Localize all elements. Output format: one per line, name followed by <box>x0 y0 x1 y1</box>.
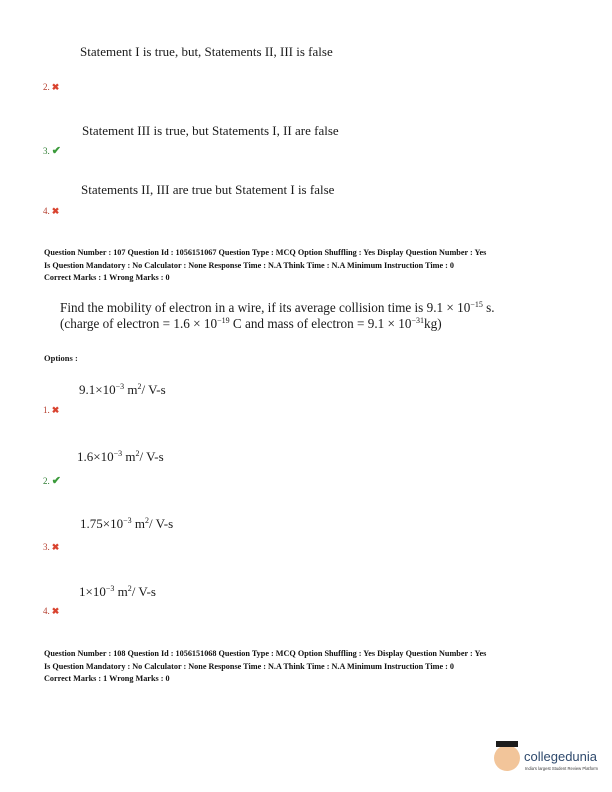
question-text: C and mass of electron = 9.1 × 10 <box>229 316 412 331</box>
graduation-cap-icon <box>496 741 518 747</box>
option-base: 1.75×10 <box>80 516 124 531</box>
option-base: 9.1×10 <box>79 382 116 397</box>
exponent: 2 <box>127 584 132 593</box>
exponent: 2 <box>137 382 142 391</box>
question-line-1 <box>60 300 495 316</box>
option-number-label: 2. <box>43 476 50 486</box>
exponent: −19 <box>217 316 230 325</box>
option-number-label: 3. <box>43 542 50 552</box>
option-number-2 <box>43 474 61 487</box>
meta-line: Is Question Mandatory : No Calculator : None Response Time : N.A Think Time : N.A Minimum Instruction Time : 0 <box>44 260 455 270</box>
meta-line: Correct Marks : 1 Wrong Marks : 0 <box>44 273 170 282</box>
option-number-label: 4. <box>43 206 50 216</box>
cross-icon: ✖ <box>51 405 60 415</box>
question-meta-108 <box>44 648 486 686</box>
option-number-3 <box>43 144 61 157</box>
exponent: −3 <box>123 516 132 525</box>
option-number-3 <box>43 542 59 553</box>
logo-brand: collegedunia <box>524 749 598 764</box>
option-number-label: 2. <box>43 82 50 92</box>
question-text-107 <box>60 300 495 332</box>
meta-line: Is Question Mandatory : No Calculator : None Response Time : N.A Think Time : N.A Minimum Instruction Time : 0 <box>44 661 455 671</box>
exponent: 2 <box>144 516 149 525</box>
collegedunia-logo <box>494 745 606 777</box>
option-number-label: 4. <box>43 606 50 616</box>
option-unit: / V-s <box>148 516 174 531</box>
question-line-2 <box>60 316 495 332</box>
mascot-face-icon <box>494 745 520 771</box>
question-meta-107 <box>44 247 486 285</box>
option-value-2 <box>77 449 164 465</box>
exponent: −3 <box>105 584 115 593</box>
question-text: s. <box>482 300 495 315</box>
option-base: 1×10 <box>79 584 106 599</box>
option-unit: m <box>124 382 138 397</box>
meta-line: Question Number : 107 Question Id : 1056151067 Question Type : MCQ Option Shuffling : Yes Display Question Number : Yes <box>44 248 487 257</box>
exponent: −3 <box>113 449 123 458</box>
cross-icon: ✖ <box>51 542 60 552</box>
option-number-4 <box>43 606 59 617</box>
statement-option-1: Statement I is true, but, Statements II, III is false <box>80 44 333 59</box>
option-unit: m <box>122 449 136 464</box>
cross-icon: ✖ <box>51 82 60 92</box>
option-value-3 <box>80 516 173 532</box>
statement-option-3: Statements II, III are true but Statement I is false <box>81 182 335 197</box>
option-unit: m <box>131 516 145 531</box>
option-value-4 <box>79 584 156 600</box>
cross-icon: ✖ <box>51 206 60 216</box>
meta-line: Correct Marks : 1 Wrong Marks : 0 <box>44 674 170 683</box>
cross-icon: ✖ <box>51 606 60 616</box>
statement-option-2: Statement III is true, but Statements I, II are false <box>82 123 339 138</box>
option-value-1 <box>79 382 166 398</box>
option-unit: / V-s <box>141 382 166 397</box>
exponent: 2 <box>135 449 140 458</box>
option-unit: m <box>114 584 128 599</box>
option-number-2 <box>43 82 59 93</box>
option-number-label: 1. <box>43 405 50 415</box>
options-label: Options : <box>44 353 78 363</box>
question-text: kg) <box>424 316 442 331</box>
exponent: −3 <box>115 382 125 391</box>
meta-line: Question Number : 108 Question Id : 1056151068 Question Type : MCQ Option Shuffling : Yes Display Question Number : Yes <box>44 649 487 658</box>
option-base: 1.6×10 <box>77 449 114 464</box>
option-number-4 <box>43 206 59 217</box>
logo-tagline: India's largest Student Review Platform <box>525 766 598 771</box>
check-icon: ✔ <box>51 475 61 487</box>
option-unit: / V-s <box>139 449 164 464</box>
question-text: (charge of electron = 1.6 × 10 <box>60 316 218 331</box>
exponent: −31 <box>411 316 424 325</box>
exponent: −15 <box>470 300 483 309</box>
option-number-1 <box>43 405 59 416</box>
question-text: Find the mobility of electron in a wire, if its average collision time is 9.1 × 10 <box>60 300 471 315</box>
option-unit: / V-s <box>131 584 156 599</box>
option-number-label: 3. <box>43 146 50 156</box>
check-icon: ✔ <box>51 145 61 157</box>
